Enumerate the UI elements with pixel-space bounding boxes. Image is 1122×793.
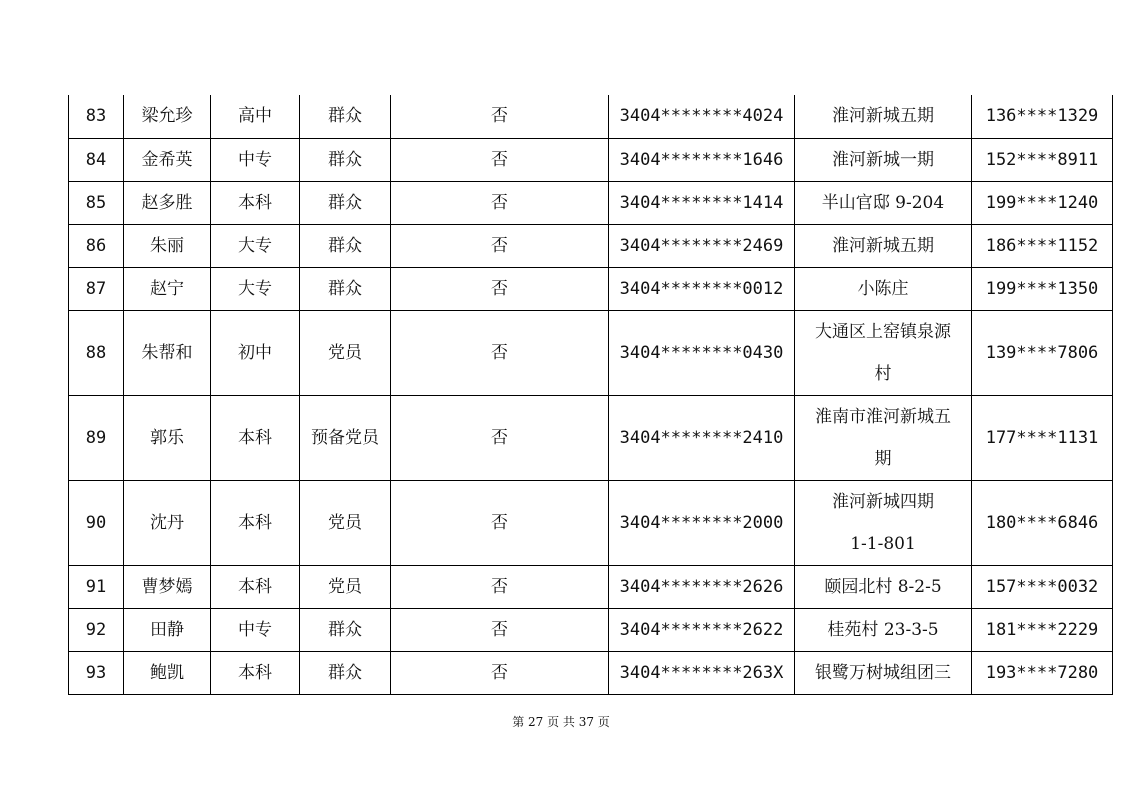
- cell-phone: 136****1329: [972, 95, 1113, 138]
- address-line: 颐园北村 8-2-5: [824, 576, 942, 597]
- table-row: [69, 565, 1113, 608]
- cell-phone: 157****0032: [972, 565, 1113, 608]
- cell-name: 金希英: [124, 138, 211, 181]
- table-row: [69, 651, 1113, 694]
- cell-education: 本科: [211, 395, 300, 480]
- table-row: [69, 138, 1113, 181]
- cell-address: [795, 565, 972, 608]
- address-line: 淮南市淮河新城五: [815, 406, 951, 427]
- cell-id-number: 3404********4024: [609, 95, 795, 138]
- cell-name: 梁允珍: [124, 95, 211, 138]
- cell-flag: 否: [391, 565, 609, 608]
- cell-address: [795, 224, 972, 267]
- cell-education: 中专: [211, 138, 300, 181]
- cell-number: 93: [69, 651, 124, 694]
- cell-name: 赵宁: [124, 267, 211, 310]
- cell-phone: 177****1131: [972, 395, 1113, 480]
- cell-education: 大专: [211, 224, 300, 267]
- cell-political-status: 群众: [300, 181, 391, 224]
- cell-address: [795, 395, 972, 480]
- cell-phone: 199****1240: [972, 181, 1113, 224]
- address-line: 桂苑村 23-3-5: [827, 619, 939, 640]
- cell-name: 曹梦嫣: [124, 565, 211, 608]
- cell-flag: 否: [391, 608, 609, 651]
- cell-address: [795, 181, 972, 224]
- cell-id-number: 3404********1646: [609, 138, 795, 181]
- cell-address: [795, 310, 972, 395]
- address-line: 村: [874, 363, 892, 384]
- cell-phone: 181****2229: [972, 608, 1113, 651]
- cell-flag: 否: [391, 267, 609, 310]
- cell-id-number: 3404********2622: [609, 608, 795, 651]
- cell-id-number: 3404********2000: [609, 480, 795, 565]
- cell-name: 沈丹: [124, 480, 211, 565]
- cell-number: 84: [69, 138, 124, 181]
- table-row: [69, 310, 1113, 395]
- table-row: [69, 95, 1113, 138]
- address-line: 半山官邸 9-204: [821, 192, 945, 213]
- address-line: 1-1-801: [850, 533, 916, 554]
- cell-political-status: 群众: [300, 267, 391, 310]
- cell-education: 本科: [211, 651, 300, 694]
- cell-number: 87: [69, 267, 124, 310]
- cell-political-status: 党员: [300, 480, 391, 565]
- cell-id-number: 3404********263X: [609, 651, 795, 694]
- member-table: [68, 95, 1113, 695]
- address-line: 小陈庄: [857, 278, 909, 299]
- cell-name: 鲍凯: [124, 651, 211, 694]
- cell-phone: 199****1350: [972, 267, 1113, 310]
- cell-political-status: 群众: [300, 224, 391, 267]
- cell-name: 朱帮和: [124, 310, 211, 395]
- table-row: [69, 181, 1113, 224]
- cell-political-status: 群众: [300, 651, 391, 694]
- cell-id-number: 3404********2469: [609, 224, 795, 267]
- address-line: 淮河新城一期: [832, 149, 934, 170]
- cell-id-number: 3404********1414: [609, 181, 795, 224]
- cell-phone: 152****8911: [972, 138, 1113, 181]
- cell-flag: 否: [391, 181, 609, 224]
- cell-number: 85: [69, 181, 124, 224]
- cell-flag: 否: [391, 138, 609, 181]
- cell-education: 大专: [211, 267, 300, 310]
- cell-id-number: 3404********0012: [609, 267, 795, 310]
- cell-number: 89: [69, 395, 124, 480]
- cell-name: 田静: [124, 608, 211, 651]
- cell-address: [795, 267, 972, 310]
- address-line: 淮河新城五期: [832, 106, 934, 127]
- cell-education: 高中: [211, 95, 300, 138]
- cell-address: [795, 95, 972, 138]
- cell-id-number: 3404********2626: [609, 565, 795, 608]
- cell-name: 朱丽: [124, 224, 211, 267]
- cell-education: 中专: [211, 608, 300, 651]
- cell-id-number: 3404********0430: [609, 310, 795, 395]
- cell-flag: 否: [391, 224, 609, 267]
- page-footer: 第 27 页 共 37 页: [512, 715, 610, 729]
- table-row: [69, 608, 1113, 651]
- cell-education: 本科: [211, 181, 300, 224]
- cell-phone: 180****6846: [972, 480, 1113, 565]
- cell-political-status: 预备党员: [300, 395, 391, 480]
- cell-address: [795, 651, 972, 694]
- address-line: 淮河新城四期: [832, 491, 934, 512]
- cell-number: 86: [69, 224, 124, 267]
- cell-address: [795, 608, 972, 651]
- cell-number: 88: [69, 310, 124, 395]
- cell-address: [795, 138, 972, 181]
- cell-education: 本科: [211, 480, 300, 565]
- cell-political-status: 群众: [300, 138, 391, 181]
- address-line: 银鹭万树城组团三: [815, 662, 951, 683]
- cell-flag: 否: [391, 395, 609, 480]
- cell-education: 本科: [211, 565, 300, 608]
- cell-phone: 193****7280: [972, 651, 1113, 694]
- cell-phone: 139****7806: [972, 310, 1113, 395]
- cell-education: 初中: [211, 310, 300, 395]
- cell-flag: 否: [391, 480, 609, 565]
- cell-flag: 否: [391, 651, 609, 694]
- table-row: [69, 224, 1113, 267]
- address-line: 大通区上窑镇泉源: [815, 321, 951, 342]
- address-line: 淮河新城五期: [832, 235, 934, 256]
- table-row: [69, 480, 1113, 565]
- table-row: [69, 267, 1113, 310]
- cell-political-status: 党员: [300, 565, 391, 608]
- cell-flag: 否: [391, 95, 609, 138]
- cell-phone: 186****1152: [972, 224, 1113, 267]
- table-row: [69, 395, 1113, 480]
- cell-political-status: 群众: [300, 95, 391, 138]
- cell-number: 91: [69, 565, 124, 608]
- cell-number: 83: [69, 95, 124, 138]
- cell-flag: 否: [391, 310, 609, 395]
- address-line: 期: [874, 448, 892, 469]
- cell-political-status: 群众: [300, 608, 391, 651]
- cell-name: 郭乐: [124, 395, 211, 480]
- cell-name: 赵多胜: [124, 181, 211, 224]
- cell-political-status: 党员: [300, 310, 391, 395]
- cell-id-number: 3404********2410: [609, 395, 795, 480]
- cell-number: 92: [69, 608, 124, 651]
- cell-address: [795, 480, 972, 565]
- cell-number: 90: [69, 480, 124, 565]
